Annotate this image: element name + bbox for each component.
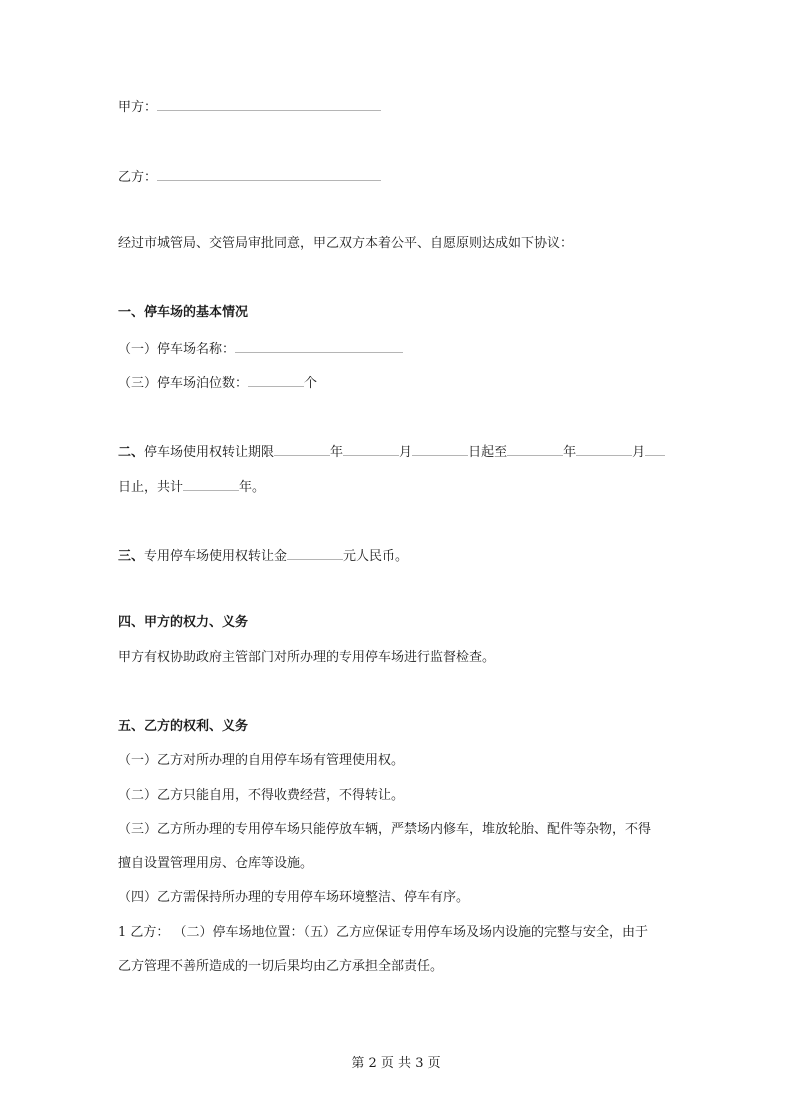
section-4-heading: 四、甲方的权力、义务: [118, 615, 249, 630]
start-year-blank: [274, 441, 330, 456]
day-from-label: 日起至: [468, 445, 508, 460]
parking-name-line: [118, 338, 403, 359]
parking-name-label: （一）停车场名称：: [118, 342, 236, 357]
transfer-fee-blank: [287, 545, 343, 560]
parking-spaces-blank: [248, 372, 304, 387]
start-day-blank: [412, 441, 468, 456]
party-a-label: 甲方：: [118, 100, 158, 115]
end-month-blank: [576, 441, 632, 456]
section-2-text: 停车场使用权转让期限: [144, 445, 275, 460]
section-3-text: 专用停车场使用权转让金: [144, 549, 288, 564]
day-until-label: 日止，共计: [118, 480, 184, 495]
section-5-item-1: （一）乙方对所办理的自用停车场有管理使用权。: [118, 753, 405, 768]
end-day-blank: [645, 441, 665, 456]
section-5-heading: 五、乙方的权利、义务: [118, 719, 249, 734]
party-b-label: 乙方：: [118, 170, 158, 185]
month-label: 月: [399, 445, 413, 460]
parking-spaces-line: [118, 372, 317, 393]
section-5-item-5-line-2: 乙方管理不善所造成的一切后果均由乙方承担全部责任。: [118, 959, 444, 974]
end-year-blank: [507, 441, 563, 456]
party-b-blank: [157, 166, 381, 181]
parking-spaces-unit: 个: [304, 376, 318, 391]
year-label: 年: [330, 445, 344, 460]
section-5-item-2: （二）乙方只能自用，不得收费经营，不得转让。: [118, 788, 405, 803]
section-3-lead: 三、: [118, 549, 145, 564]
section-1-heading: 一、停车场的基本情况: [118, 305, 249, 320]
end-year-label: 年: [563, 445, 577, 460]
section-4-paragraph: 甲方有权协助政府主管部门对所办理的专用停车场进行监督检查。: [118, 650, 496, 665]
section-3-line: [118, 545, 408, 566]
start-month-blank: [343, 441, 399, 456]
total-years-label: 年。: [239, 480, 266, 495]
section-5-item-3-line-2: 擅自设置管理用房、仓库等设施。: [118, 856, 314, 871]
parking-name-blank: [235, 338, 403, 353]
total-years-blank: [183, 476, 239, 491]
section-2-lead: 二、: [118, 445, 145, 460]
transfer-fee-unit: 元人民币。: [343, 549, 409, 564]
party-b-line: [118, 166, 381, 187]
party-a-line: [118, 96, 381, 117]
section-5-item-4: （四）乙方需保持所办理的专用停车场环境整洁、停车有序。: [118, 890, 470, 905]
intro-paragraph: 经过市城管局、交管局审批同意，甲乙双方本着公平、自愿原则达成如下协议：: [118, 236, 574, 251]
section-2-line-2: [118, 476, 265, 497]
section-2-line-1: [118, 441, 665, 462]
end-month-label: 月: [632, 445, 646, 460]
section-5-item-3-line-1: （三）乙方所办理的专用停车场只能停放车辆，严禁场内修车，堆放轮胎、配件等杂物，不得: [118, 822, 652, 837]
parking-spaces-label: （三）停车场泊位数：: [118, 376, 249, 391]
party-a-blank: [157, 96, 381, 111]
section-5-item-5-line-1: 1 乙方： （二）停车场地位置：（五）乙方应保证专用停车场及场内设施的完整与安全，由于: [118, 925, 649, 940]
page-footer: 第 2 页 共 3 页: [351, 1056, 441, 1071]
